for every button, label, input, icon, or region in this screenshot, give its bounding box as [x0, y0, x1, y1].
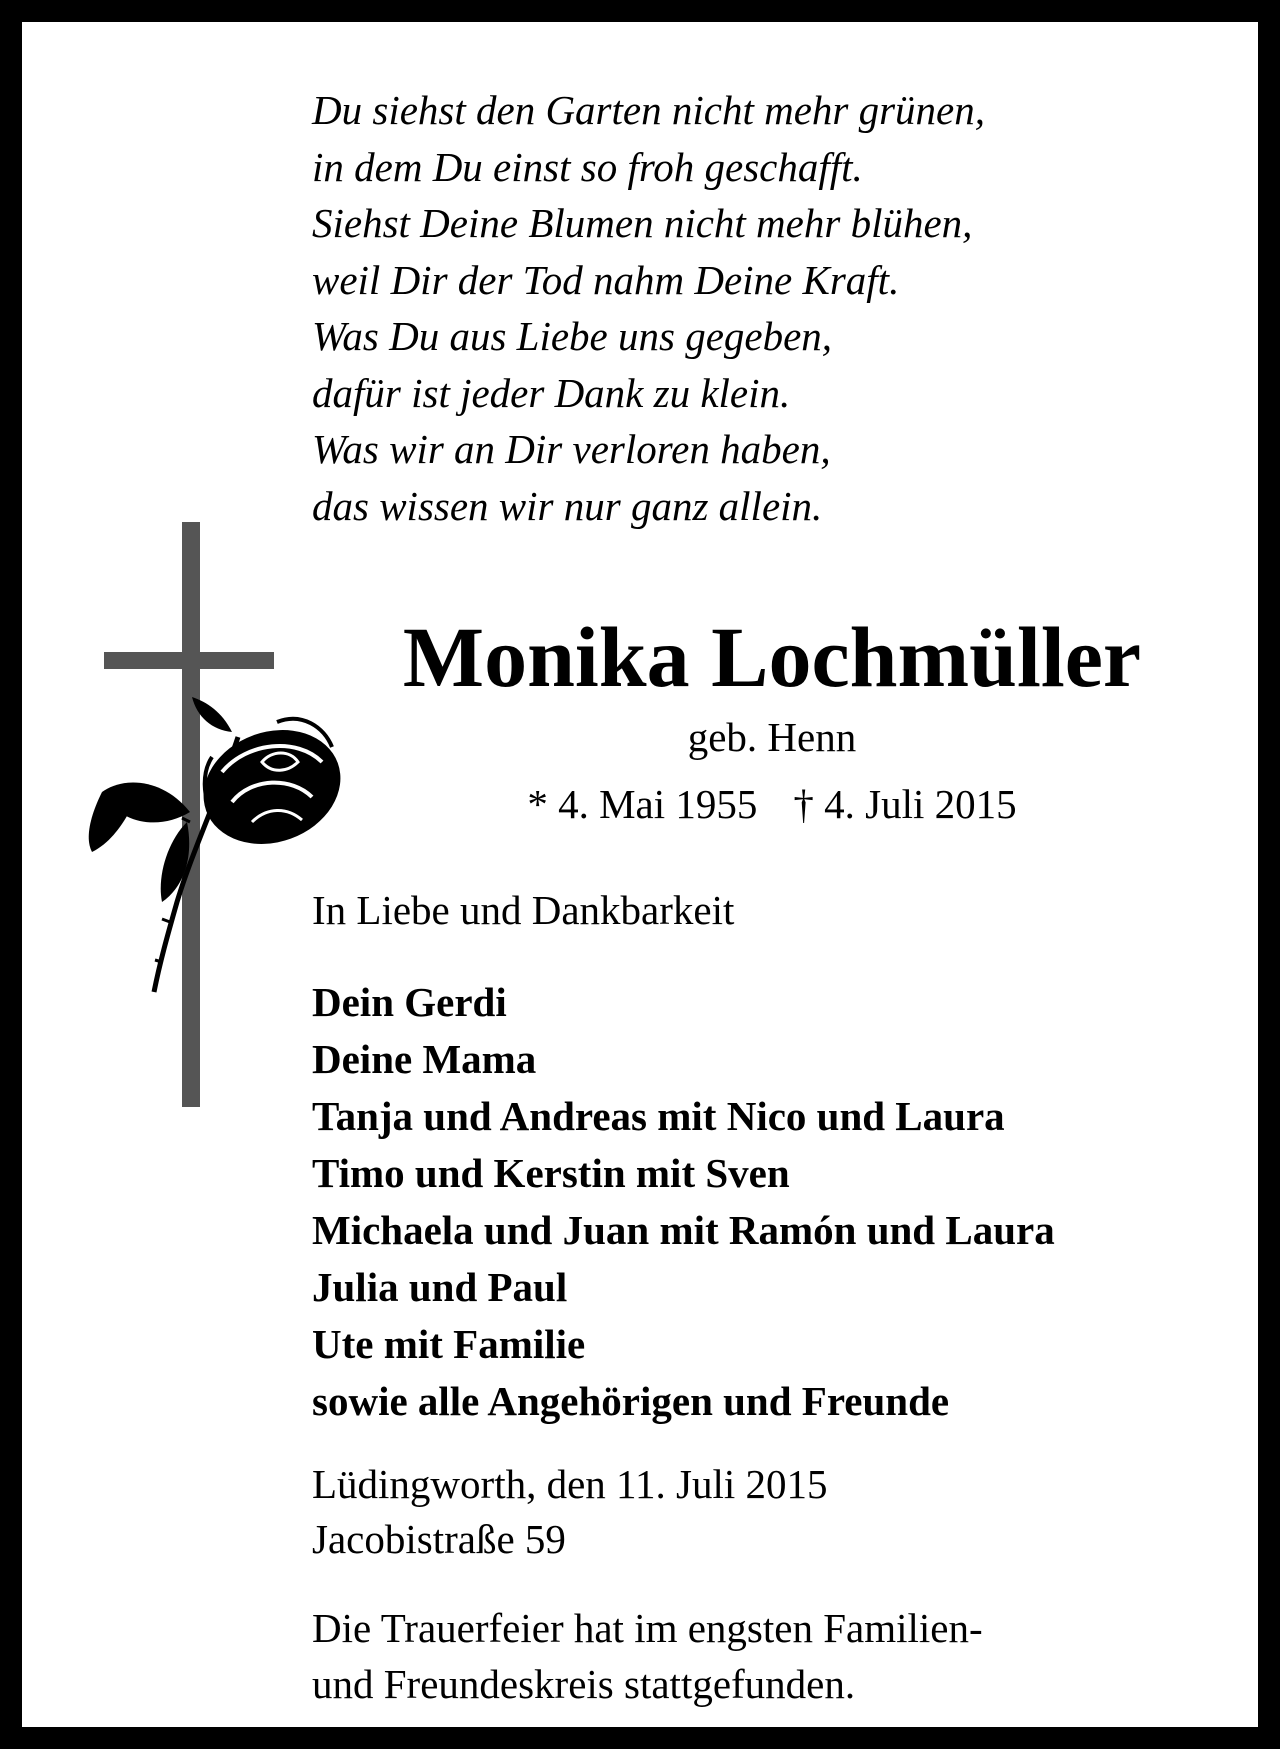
obituary-notice	[22, 22, 1258, 1727]
poem-line: das wissen wir nur ganz allein.	[312, 482, 823, 529]
address: Jacobistraße 59	[312, 1516, 566, 1562]
poem-line: in dem Du einst so froh geschafft.	[312, 143, 863, 190]
poem-line: Du siehst den Garten nicht mehr grünen,	[312, 87, 985, 133]
birth-date: * 4. Mai 1955	[527, 781, 758, 827]
life-dates	[322, 778, 1222, 830]
mourner: Tanja und Andreas mit Nico und Laura	[312, 1093, 1005, 1139]
mourner: Deine Mama	[312, 1036, 537, 1082]
notice-line: Die Trauerfeier hat im engsten Familien-	[312, 1605, 983, 1651]
cross-with-rose-icon	[62, 522, 352, 1122]
mourner: Julia und Paul	[312, 1264, 568, 1310]
mourner: Ute mit Familie	[312, 1321, 586, 1367]
poem-line: dafür ist jeder Dank zu klein.	[312, 369, 791, 416]
poem-line: Was Du aus Liebe uns gegeben,	[312, 313, 833, 359]
mourner: Michaela und Juan mit Ramón und Laura	[312, 1207, 1055, 1253]
notice-line: und Freundeskreis stattgefunden.	[312, 1661, 856, 1707]
place-and-date: Lüdingworth, den 11. Juli 2015	[312, 1461, 828, 1507]
maiden-name: geb. Henn	[687, 714, 857, 760]
poem-line: weil Dir der Tod nahm Deine Kraft.	[312, 256, 900, 303]
mourners-list	[312, 974, 1055, 1430]
funeral-notice	[312, 1600, 983, 1712]
mourner: sowie alle Angehörigen und Freunde	[312, 1378, 950, 1424]
mourner: Dein Gerdi	[312, 979, 507, 1025]
gratitude-line: In Liebe und Dankbarkeit	[312, 887, 735, 933]
memorial-poem	[312, 82, 985, 534]
death-date: † 4. Juli 2015	[793, 781, 1017, 827]
poem-line: Was wir an Dir verloren haben,	[312, 426, 831, 472]
mourner: Timo und Kerstin mit Sven	[312, 1150, 790, 1196]
poem-line: Siehst Deine Blumen nicht mehr blühen,	[312, 200, 973, 246]
deceased-name: Monika Lochmüller	[402, 609, 1142, 705]
